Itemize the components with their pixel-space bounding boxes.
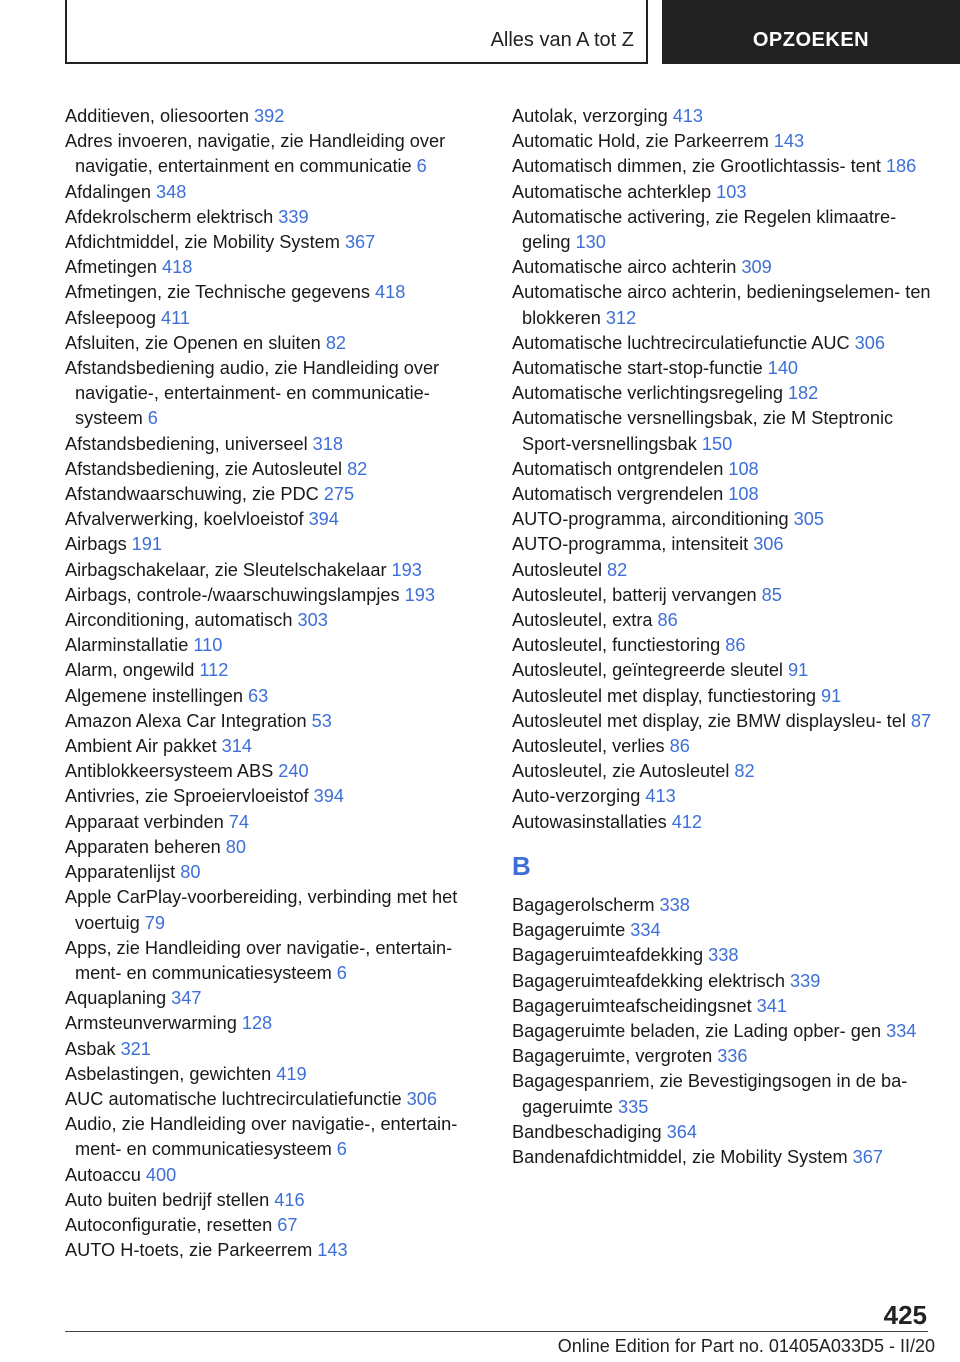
page-link[interactable]: 74 (228, 811, 249, 832)
index-entry (65, 180, 495, 205)
index-entry (65, 658, 495, 683)
index-entry-text: Adres invoeren, navigatie, zie Handleiding over navigatie, entertainment en communicatie (65, 131, 446, 177)
edition-footer: Online Edition for Part no. 01405A033D5 - II/20 (557, 1336, 935, 1356)
index-entry (512, 532, 932, 557)
index-entry (512, 205, 932, 255)
page-link[interactable]: 303 (297, 610, 328, 631)
index-entry-text: Automatische start-stop-functie (512, 358, 763, 379)
index-entry-text: AUC automatische luchtrecirculatiefunctie (65, 1088, 402, 1109)
page-link[interactable]: 191 (131, 534, 163, 555)
index-entry-text: Armsteunverwarming (65, 1013, 237, 1034)
page-link[interactable]: 86 (725, 635, 746, 656)
page-link[interactable]: 6 (336, 962, 347, 983)
index-entry-text: Autoconfiguratie, resetten (65, 1214, 273, 1235)
index-entry (65, 1213, 495, 1238)
page-link[interactable]: 80 (225, 836, 246, 857)
page-link[interactable]: 108 (728, 458, 759, 479)
index-entry-text: Autosleutel (512, 559, 602, 580)
page-link[interactable]: 82 (347, 458, 368, 479)
index-entry-text: Antivries, zie Sproeiervloeistof (65, 786, 309, 807)
index-entry (512, 507, 932, 532)
index-entry-text: Auto buiten bedrijf stellen (65, 1189, 270, 1210)
page-link[interactable]: 143 (317, 1240, 348, 1261)
index-entry (65, 810, 495, 835)
page-link[interactable]: 82 (607, 559, 628, 580)
index-entry-text: Afsluiten, zie Openen en sluiten (65, 332, 321, 353)
page-link[interactable]: 53 (311, 710, 332, 731)
index-entry (512, 759, 932, 784)
page-link[interactable]: 312 (605, 307, 637, 328)
index-entry-text: Automatische airco achterin (512, 257, 737, 278)
index-entry-text: Automatisch ontgrendelen (512, 458, 724, 479)
section-tab[interactable] (65, 0, 648, 64)
index-entry (512, 104, 932, 129)
index-entry-text: Autosleutel, batterij vervangen (512, 584, 757, 605)
index-entry (65, 432, 495, 457)
index-entry (512, 684, 932, 709)
index-entry-text: Autoaccu (65, 1164, 141, 1185)
index-entry (65, 759, 495, 784)
index-entry (65, 608, 495, 633)
index-entry (512, 784, 932, 809)
page-link[interactable]: 411 (161, 307, 191, 328)
index-entry (512, 1044, 932, 1069)
index-entry (65, 558, 495, 583)
page-link[interactable]: 182 (787, 383, 819, 404)
page-link[interactable]: 336 (717, 1046, 748, 1067)
page-link[interactable]: 412 (671, 811, 703, 832)
index-entry (65, 1163, 495, 1188)
page-link[interactable]: 91 (787, 660, 809, 681)
page-link[interactable]: 418 (375, 282, 406, 303)
page-link[interactable]: 80 (180, 862, 201, 883)
index-entry-text: Automatische activering, zie Regelen klimaatre- geling (512, 206, 897, 253)
page-link[interactable]: 413 (672, 106, 704, 126)
index-entry-text: Bandbeschadiging (512, 1121, 662, 1142)
index-entry (512, 356, 932, 381)
index-entry (512, 734, 932, 759)
index-entry-text: Apple CarPlay-voorbereiding, verbinding met het voertuig (65, 887, 458, 933)
index-entry-text: Afsleepoog (65, 307, 157, 328)
index-entry-text: Autosleutel, zie Autosleutel (512, 761, 730, 782)
page-link[interactable]: 6 (416, 156, 427, 177)
index-entry-text: Algemene instellingen (65, 685, 243, 706)
index-entry-text: Automatisch vergrendelen (512, 484, 724, 505)
page-link[interactable]: 400 (145, 1164, 177, 1185)
page-link[interactable]: 193 (391, 559, 422, 580)
index-entry-text: Automatische verlichtingsregeling (512, 383, 783, 404)
page-link[interactable]: 419 (276, 1063, 307, 1084)
index-entry (512, 1145, 932, 1170)
index-entry-text: Autolak, verzorging (512, 106, 668, 126)
page-link[interactable]: 140 (767, 358, 799, 379)
index-entry (512, 658, 932, 683)
page-link[interactable]: 339 (789, 970, 821, 991)
page-link[interactable]: 128 (241, 1013, 273, 1034)
page-link[interactable]: 275 (323, 484, 355, 505)
index-entry (65, 255, 495, 280)
page-link[interactable]: 338 (708, 945, 739, 966)
index-entry (512, 180, 932, 205)
index-entry (65, 1011, 495, 1036)
page-link[interactable]: 110 (193, 635, 223, 656)
index-entry (512, 943, 932, 968)
opzoeken-tab-label: OPZOEKEN (752, 29, 870, 51)
index-entry (512, 608, 932, 633)
index-entry (512, 1120, 932, 1145)
page-link[interactable]: 150 (701, 433, 733, 454)
index-entry-text: Antiblokkeersysteem ABS (65, 761, 274, 782)
opzoeken-tab[interactable] (662, 0, 960, 64)
index-entry (65, 860, 495, 885)
index-entry-text: Afstandwaarschuwing, zie PDC (65, 484, 319, 505)
page-link[interactable]: 338 (659, 894, 690, 915)
index-entry (512, 1069, 932, 1119)
page-link[interactable]: 314 (221, 736, 252, 757)
page-link[interactable]: 112 (199, 660, 229, 681)
index-entry-text: Alarm, ongewild (65, 660, 195, 681)
index-entry (512, 633, 932, 658)
index-entry-text: Afdalingen (65, 181, 151, 202)
index-entry-text: AUTO H-toets, zie Parkeerrem (65, 1240, 313, 1261)
page-link[interactable]: 334 (886, 1020, 917, 1041)
index-entry (65, 331, 495, 356)
index-entry (512, 918, 932, 943)
index-entry-text: Bagageruimte (512, 920, 626, 941)
page-link[interactable]: 347 (171, 988, 202, 1009)
index-entry-text: Bagageruimteafdekking (512, 945, 704, 966)
index-entry (512, 280, 932, 330)
index-entry-text: Audio, zie Handleiding over navigatie-, entertain- ment- en communicatiesysteem (65, 1114, 458, 1160)
index-entry (512, 154, 932, 179)
page-link[interactable]: 143 (773, 131, 805, 152)
footer-divider (65, 1331, 928, 1332)
index-entry-text: Asbak (65, 1038, 116, 1059)
index-entry (65, 633, 495, 658)
index-entry-text: Apparaten beheren (65, 836, 221, 857)
page-link[interactable]: 108 (728, 484, 759, 505)
page-link[interactable]: 130 (575, 232, 606, 253)
page-link[interactable]: 335 (618, 1096, 649, 1117)
index-entry-text: Bagageruimteafdekking elektrisch (512, 970, 785, 991)
index-entry-text: Afstandsbediening, zie Autosleutel (65, 458, 343, 479)
page-link[interactable]: 394 (313, 786, 344, 807)
index-entry-text: Apparatenlijst (65, 862, 176, 883)
page-link[interactable]: 309 (741, 257, 772, 278)
index-entry (512, 969, 932, 994)
index-entry-text: Apps, zie Handleiding over navigatie-, entertain- ment- en communicatiesysteem (65, 937, 453, 983)
index-entry (65, 986, 495, 1011)
index-entry (65, 936, 495, 986)
page-link[interactable]: 82 (734, 761, 755, 782)
index-entry (65, 482, 495, 507)
page-link[interactable]: 341 (756, 995, 787, 1016)
index-entry-text: Additieven, oliesoorten (65, 106, 250, 126)
page-link[interactable]: 418 (162, 257, 193, 278)
index-entry (65, 734, 495, 759)
page-link[interactable]: 321 (120, 1038, 151, 1059)
section-letter: B (512, 850, 531, 881)
page-link[interactable]: 306 (854, 332, 885, 353)
page-link[interactable]: 103 (716, 181, 747, 202)
index-entry (65, 1112, 495, 1162)
index-group-a (512, 104, 932, 835)
page-link[interactable]: 186 (885, 156, 917, 177)
index-entry (65, 835, 495, 860)
index-entry-text: Afmetingen, zie Technische gegevens (65, 282, 371, 303)
section-tab-label: Alles van A tot Z (490, 29, 634, 51)
index-entry-text: Asbelastingen, gewichten (65, 1063, 272, 1084)
index-entry-text: Alarminstallatie (65, 635, 189, 656)
index-entry-text: Auto-verzorging (512, 786, 641, 807)
page-link[interactable]: 367 (344, 232, 376, 253)
page-link[interactable]: 306 (406, 1088, 437, 1109)
index-entry (65, 129, 495, 179)
page-number: 425 (883, 1300, 927, 1330)
index-entry (65, 230, 495, 255)
index-entry (65, 356, 495, 432)
page-link[interactable]: 367 (852, 1146, 883, 1167)
index-entry-text: Bagagespanriem, zie Bevestigingsogen in de ba- gageruimte (512, 1071, 908, 1117)
index-entry-text: Afstandsbediening audio, zie Handleiding over navigatie-, entertainment- en communicatie- systeem (65, 358, 440, 429)
index-entry-text: Autowasinstallaties (512, 811, 667, 832)
index-entry-text: Automatische versnellingsbak, zie M Steptronic Sport-versnellingsbak (512, 408, 894, 454)
index-entry (512, 406, 932, 456)
index-entry-text: Automatische airco achterin, bedieningselemen- ten blokkeren (512, 282, 931, 328)
page-link[interactable]: 86 (669, 736, 690, 757)
page-link[interactable]: 413 (645, 786, 676, 807)
page-link[interactable]: 86 (657, 610, 678, 631)
page-link[interactable]: 87 (910, 710, 932, 731)
index-entry-text: Automatic Hold, zie Parkeerrem (512, 131, 769, 152)
index-entry-text: AUTO-programma, airconditioning (512, 509, 789, 530)
page-link[interactable]: 6 (336, 1139, 347, 1160)
index-entry (512, 1019, 932, 1044)
page-link[interactable]: 416 (274, 1189, 305, 1210)
index-entry-text: Bagageruimteafscheidingsnet (512, 995, 752, 1016)
index-entry (512, 255, 932, 280)
page-link[interactable]: 240 (278, 761, 309, 782)
index-entry (512, 482, 932, 507)
index-entry (512, 331, 932, 356)
index-group-b (512, 893, 932, 1170)
index-entry-text: Bandenafdichtmiddel, zie Mobility System (512, 1146, 848, 1167)
page-link[interactable]: 348 (155, 181, 187, 202)
index-entry (65, 583, 495, 608)
index-entry-text: Autosleutel met display, functiestoring (512, 685, 816, 706)
index-entry (512, 558, 932, 583)
page-link[interactable]: 85 (761, 584, 782, 605)
page-link[interactable]: 91 (820, 685, 842, 706)
index-entry-text: Automatische luchtrecirculatiefunctie AUC (512, 332, 850, 353)
index-entry (65, 1062, 495, 1087)
index-entry (65, 885, 495, 935)
index-entry-text: Autosleutel met display, zie BMW displaysleu- tel (512, 710, 906, 731)
index-entry-text: Aquaplaning (65, 988, 167, 1009)
index-entry (65, 1188, 495, 1213)
page-link[interactable]: 6 (147, 408, 158, 429)
page-link[interactable]: 67 (277, 1214, 298, 1235)
index-entry-text: Airbags (65, 534, 127, 555)
page-link[interactable]: 364 (666, 1121, 698, 1142)
index-entry-text: Autosleutel, geïntegreerde sleutel (512, 660, 783, 681)
index-entry-text: AUTO-programma, intensiteit (512, 534, 749, 555)
index-entry-text: Afmetingen (65, 257, 158, 278)
index-entry-text: Afdekrolscherm elektrisch (65, 206, 274, 227)
index-entry-text: Airbagschakelaar, zie Sleutelschakelaar (65, 559, 387, 580)
page-link[interactable]: 318 (312, 433, 344, 454)
index-column-right (512, 104, 932, 1170)
index-entry (65, 1087, 495, 1112)
index-entry (65, 104, 495, 129)
index-entry (512, 381, 932, 406)
index-entry (65, 507, 495, 532)
page-link[interactable]: 394 (308, 509, 339, 530)
index-entry (512, 583, 932, 608)
index-entry (65, 457, 495, 482)
page-link[interactable]: 193 (404, 584, 435, 605)
index-entry (65, 280, 495, 305)
index-entry (65, 205, 495, 230)
index-entry (512, 810, 932, 835)
index-entry-text: Bagagerolscherm (512, 894, 655, 915)
index-entry-text: Afstandsbediening, universeel (65, 433, 308, 454)
index-entry-text: Automatische achterklep (512, 181, 712, 202)
index-column-left (65, 104, 495, 1263)
index-entry (65, 1238, 495, 1263)
index-entry-text: Amazon Alexa Car Integration (65, 710, 307, 731)
page-link[interactable]: 79 (144, 912, 165, 933)
page-link[interactable]: 334 (630, 920, 661, 941)
page-link[interactable]: 306 (753, 534, 784, 555)
index-entry-text: Afdichtmiddel, zie Mobility System (65, 232, 340, 253)
index-entry (512, 893, 932, 918)
index-entry-text: Airconditioning, automatisch (65, 610, 293, 631)
index-entry-text: Autosleutel, functiestoring (512, 635, 721, 656)
index-entry-text: Airbags, controle-/waarschuwingslampjes (65, 584, 400, 605)
index-entry-text: Apparaat verbinden (65, 811, 224, 832)
index-entry-text: Autosleutel, verlies (512, 736, 665, 757)
index-entry-text: Autosleutel, extra (512, 610, 653, 631)
page-link[interactable]: 305 (793, 509, 824, 530)
index-entry-text: Afvalverwerking, koelvloeistof (65, 509, 304, 530)
index-entry (512, 457, 932, 482)
page-link[interactable]: 63 (247, 685, 269, 706)
page-link[interactable]: 392 (254, 106, 285, 126)
index-entry-text: Bagageruimte, vergroten (512, 1046, 713, 1067)
index-entry-text: Ambient Air pakket (65, 736, 217, 757)
index-entry-text: Automatisch dimmen, zie Grootlichtassis- tent (512, 156, 881, 177)
index-entry-text: Bagageruimte beladen, zie Lading opber- gen (512, 1020, 882, 1041)
index-entry (512, 709, 932, 734)
index-entry (65, 1037, 495, 1062)
index-entry (65, 684, 495, 709)
index-entry (65, 709, 495, 734)
index-entry (512, 994, 932, 1019)
index-entry (65, 306, 495, 331)
page-link[interactable]: 339 (278, 206, 309, 227)
page-link[interactable]: 82 (325, 332, 347, 353)
index-entry (512, 129, 932, 154)
index-entry (65, 784, 495, 809)
index-entry (65, 532, 495, 557)
